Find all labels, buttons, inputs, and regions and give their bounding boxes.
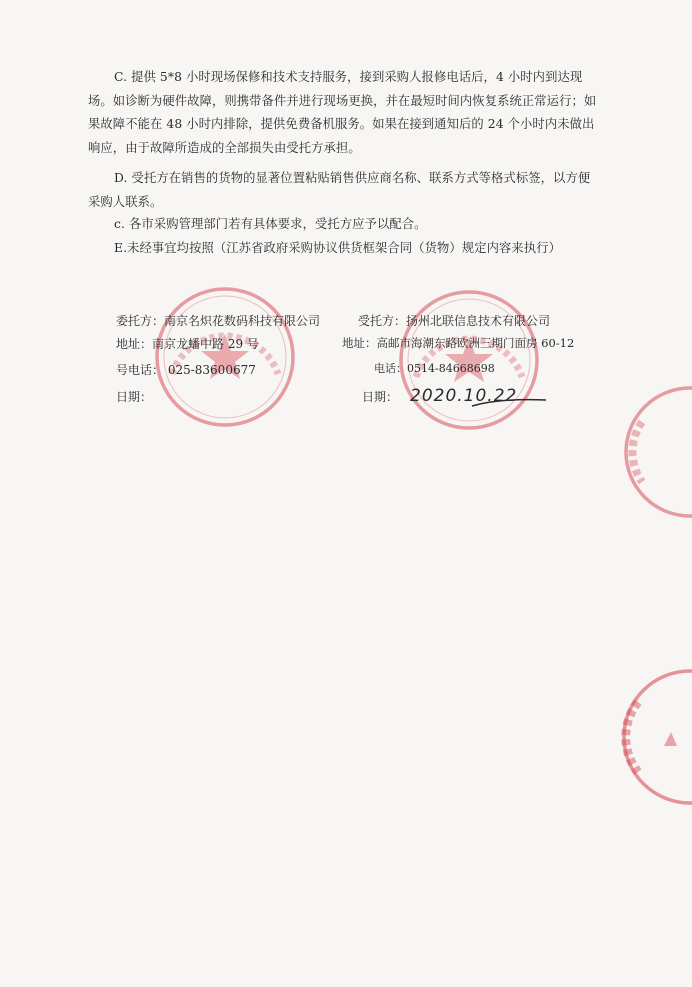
principal-name: 委托方：南京名炽花数码科技有限公司 [116,314,321,328]
principal-date: 日期： [116,390,153,404]
clause-c-lower [88,213,600,237]
clause-text: 各市采购管理部门若有具体要求，受托方应予以配合。 [129,217,427,231]
clause-label: c. [114,217,125,231]
edge-seal-top [618,382,692,522]
principal-seal [150,282,300,432]
clause-label: D. [114,171,128,185]
clause-e [114,237,594,261]
principal-phone: 号电话： 025-83600677 [116,363,256,377]
clause-d [88,167,600,214]
agent-address: 地址：高邮市海潮东路欧洲三期门面房 60-12 [342,336,575,350]
clause-c [88,66,600,160]
agent-name: 受托方：扬州北联信息技术有限公司 [358,314,551,328]
clause-text: 提供 5*8 小时现场保修和技术支持服务，接到采购人报修电话后，4 小时内到达现场。如诊断为硬件故障，则携带备件并进行现场更换，并在最短时间内恢复系统正常运行；如果故障不能在 48 小时内排除，提供免费备机服务。如果在接到通知后的 24 个小时内未做出响应，由于故障所造成的全部损失由受托方承担。 [88,70,597,155]
clause-label: C. [114,70,128,84]
edge-seal-bottom [616,662,692,812]
agent-phone: 电话：0514-84668698 [374,362,495,375]
agent-date: 日期： [362,390,399,404]
clause-text: 未经事宜均按照（江苏省政府采购协议供货框架合同（货物）规定内容来执行） [127,241,561,255]
agent-date-handwritten: 2020.10.22 [410,386,518,406]
clause-label: E. [114,241,128,255]
clause-text: 受托方在销售的货物的显著位置粘贴销售供应商名称、联系方式等格式标签，以方便采购人联系。 [88,171,591,209]
principal-address: 地址：南京龙蟠中路 29 号 [116,337,259,351]
